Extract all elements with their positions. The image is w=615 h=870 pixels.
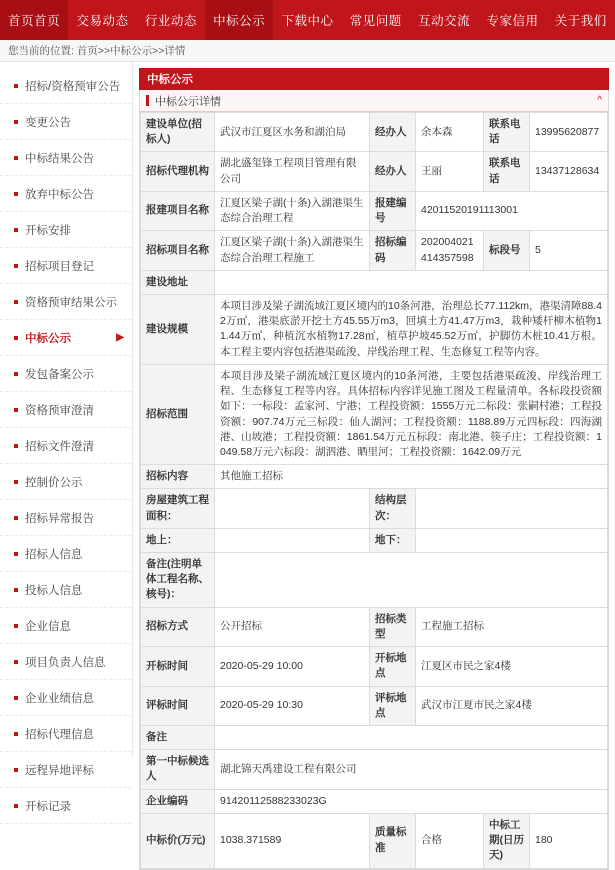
handler-value: 余本森	[416, 113, 484, 152]
sidebar-item-bidder-info[interactable]	[0, 572, 132, 608]
winner-label: 第一中标候选人	[141, 750, 215, 789]
bullet-icon	[14, 444, 18, 448]
agency-value: 湖北盛玺锋工程项目管理有限公司	[215, 152, 370, 191]
bullet-icon	[14, 624, 18, 628]
handler-value-2: 王丽	[416, 152, 484, 191]
open-place-value: 江夏区市民之家4楼	[416, 647, 608, 686]
sidebar-item-label: 招标人信息	[25, 548, 83, 561]
sidebar-item-label: 企业信息	[25, 620, 71, 633]
nav-item-interaction[interactable]	[410, 0, 478, 40]
handler-label: 经办人	[370, 113, 416, 152]
sidebar-item-bid-announcement[interactable]	[0, 320, 132, 356]
table-row	[141, 364, 608, 464]
bullet-icon	[14, 372, 18, 376]
nav-item-industry-news[interactable]	[137, 0, 205, 40]
eval-place-value: 武汉市江夏市民之家4楼	[416, 686, 608, 725]
table-row	[141, 152, 608, 191]
below-ground-label: 地下：	[370, 528, 416, 552]
sidebar-item-prequal-announcement[interactable]	[0, 68, 132, 104]
nav-label: 交易动态	[76, 14, 129, 28]
open-time-label: 开标时间	[141, 647, 215, 686]
sidebar-item-label: 控制价公示	[25, 476, 83, 489]
sidebar-item-label: 中标公示	[25, 332, 71, 345]
sidebar-item-label: 中标结果公告	[25, 152, 94, 165]
bullet-icon	[14, 768, 18, 772]
sidebar-item-label: 招标代理信息	[25, 728, 94, 741]
sidebar-item-abnormal-report[interactable]	[0, 500, 132, 536]
table-row	[141, 607, 608, 646]
bullet-icon	[14, 84, 18, 88]
bid-mode-label: 招标方式	[141, 607, 215, 646]
bullet-icon	[14, 696, 18, 700]
detail-panel	[139, 90, 609, 870]
section-label: 标段号	[484, 231, 530, 270]
duration-value: 180	[530, 813, 608, 868]
address-label: 建设地址	[141, 270, 215, 294]
scale-label: 建设规模	[141, 294, 215, 364]
top-navigation	[0, 0, 615, 40]
remark-value	[215, 726, 608, 750]
table-row	[141, 647, 608, 686]
duration-label: 中标工期(日历天)	[484, 813, 530, 868]
winner-value: 湖北锦天禹建设工程有限公司	[215, 750, 608, 789]
sidebar-item-label: 招标异常报告	[25, 512, 94, 525]
bullet-icon	[14, 588, 18, 592]
agency-label: 招标代理机构	[141, 152, 215, 191]
bid-mode-value: 公开招标	[215, 607, 370, 646]
table-row	[141, 465, 608, 489]
sidebar-item-prequal-clarification[interactable]	[0, 392, 132, 428]
area-label: 房屋建筑工程面积：	[141, 489, 215, 528]
structure-label: 结构层次：	[370, 489, 416, 528]
scope-value: 本项目涉及梁子湖流域江夏区境内的10条河港，主要包括港渠疏浚、岸线治理工程、生态修复工程等内容。具体招标内容详见施工图及工程量清单。各标段投资额如下：一标段：孟家河、宁港；工程投资额：1555万元二标段：张嗣村港；工程投资额：907.74万元三标段：仙人湖河；工程投资额：1188.89万元四标段：四海湖港、山坡港；工程投资额：1861.54万元五标段：南北港、筷子庄；工程投资额：1049.58万元六标段：湖泗港、晒里河；工程投资额：1642.09万元	[215, 364, 608, 464]
bullet-icon	[14, 552, 18, 556]
sidebar-item-label: 发包备案公示	[25, 368, 94, 381]
sidebar-item-label: 招标文件澄清	[25, 440, 94, 453]
report-no-label: 报建编号	[370, 191, 416, 230]
table-row	[141, 489, 608, 528]
sidebar-item-label: 放弃中标公告	[25, 188, 94, 201]
chevron-up-icon[interactable]: ^	[597, 95, 602, 106]
bullet-icon	[14, 516, 18, 520]
report-no-value: 42011520191113001	[416, 191, 608, 230]
sidebar-item-tenderer-info[interactable]	[0, 536, 132, 572]
open-place-label: 开标地点	[370, 647, 416, 686]
remark-unit-label: 备注(注明单体工程名称、核号)：	[141, 553, 215, 608]
table-row	[141, 553, 608, 608]
section-value: 5	[530, 231, 608, 270]
detail-table	[140, 112, 608, 869]
enterprise-code-label: 企业编码	[141, 789, 215, 813]
nav-item-faq[interactable]	[342, 0, 410, 40]
contact-value-2: 13437128634	[530, 152, 608, 191]
breadcrumb-text: 您当前的位置: 首页>>中标公示>>详情	[8, 45, 186, 57]
content-value: 其他施工招标	[215, 465, 608, 489]
nav-item-home[interactable]	[0, 0, 68, 40]
sidebar-item-label: 资格预审结果公示	[25, 296, 117, 309]
nav-item-expert-credit[interactable]	[478, 0, 546, 40]
table-row	[141, 113, 608, 152]
remark-unit-value	[215, 553, 608, 608]
bid-no-label: 招标编码	[370, 231, 416, 270]
address-value	[215, 270, 608, 294]
sidebar-item-abandon-bid[interactable]	[0, 176, 132, 212]
nav-label: 中标公示	[213, 14, 266, 28]
nav-label: 关于我们	[554, 14, 607, 28]
sidebar-item-agency-info[interactable]	[0, 716, 132, 752]
bid-project-label: 招标项目名称	[141, 231, 215, 270]
bid-project-value: 江夏区梁子湖(十条)入湖港渠生态综合治理工程施工	[215, 231, 370, 270]
table-row	[141, 191, 608, 230]
bid-type-value: 工程施工招标	[416, 607, 608, 646]
bullet-icon	[14, 336, 18, 340]
bullet-icon	[14, 120, 18, 124]
sidebar-item-label: 招标项目登记	[25, 260, 94, 273]
unit-label: 建设单位(招标人)	[141, 113, 215, 152]
eval-time-value: 2020-05-29 10:30	[215, 686, 370, 725]
sidebar-item-bid-result[interactable]	[0, 140, 132, 176]
nav-item-download-center[interactable]	[273, 0, 341, 40]
price-label: 中标价(万元)	[141, 813, 215, 868]
contact-label-2: 联系电话	[484, 152, 530, 191]
sidebar-item-label: 投标人信息	[25, 584, 83, 597]
sidebar-item-label: 开标记录	[25, 800, 71, 813]
unit-value: 武汉市江夏区水务和湖泊局	[215, 113, 370, 152]
sidebar-item-label: 招标/资格预审公告	[25, 80, 121, 93]
nav-label: 互动交流	[418, 14, 471, 28]
bullet-icon	[14, 732, 18, 736]
bullet-icon	[14, 408, 18, 412]
sidebar-item-label: 项目负责人信息	[25, 656, 106, 669]
sidebar-item-open-record[interactable]	[0, 788, 132, 824]
sidebar-item-label: 远程异地评标	[25, 764, 94, 777]
bullet-icon	[14, 156, 18, 160]
nav-item-about-us[interactable]	[547, 0, 615, 40]
sidebar	[0, 62, 133, 813]
scale-value: 本项目涉及梁子湖流域江夏区境内的10条河港，治理总长77.112km，港渠清障88.42万㎡，港渠底淤开挖土方45.55万m3，回填土方41.47万m3，栽种矮杆柳木植物11.44万㎡，种植沉水植物17.28㎡，植草护坡45.52万㎡，护脚仿木桩10.41万根。本工程主要内容包括港渠疏浚、岸线治理工程、生态修复工程等内容。	[215, 294, 608, 364]
below-ground-value	[416, 528, 608, 552]
remark-label: 备注	[141, 726, 215, 750]
bullet-icon	[14, 264, 18, 268]
sidebar-item-change-announcement[interactable]	[0, 104, 132, 140]
nav-label: 常见问题	[349, 14, 402, 28]
sidebar-item-label: 企业业绩信息	[25, 692, 94, 705]
sidebar-item-doc-clarification[interactable]	[0, 428, 132, 464]
scope-label: 招标范围	[141, 364, 215, 464]
table-row	[141, 813, 608, 868]
panel-title	[139, 68, 609, 90]
bid-no-value: 202004021414357598	[416, 231, 484, 270]
quality-value: 合格	[416, 813, 484, 868]
page-body	[0, 62, 615, 862]
bid-type-label: 招标类型	[370, 607, 416, 646]
report-project-label: 报建项目名称	[141, 191, 215, 230]
main-content	[133, 62, 615, 862]
eval-time-label: 评标时间	[141, 686, 215, 725]
table-row	[141, 789, 608, 813]
structure-value	[416, 489, 608, 528]
sidebar-item-performance-info[interactable]	[0, 680, 132, 716]
table-row	[141, 528, 608, 552]
sidebar-item-control-price[interactable]	[0, 464, 132, 500]
contact-label: 联系电话	[484, 113, 530, 152]
eval-place-label: 评标地点	[370, 686, 416, 725]
above-ground-value	[215, 528, 370, 552]
nav-label: 首页首页	[8, 14, 61, 28]
section-mark-icon	[146, 95, 149, 106]
above-ground-label: 地上：	[141, 528, 215, 552]
enterprise-code-value: 91420112588233023G	[215, 789, 608, 813]
panel-title-text: 中标公示	[147, 74, 193, 86]
sidebar-item-label: 开标安排	[25, 224, 71, 237]
content-label: 招标内容	[141, 465, 215, 489]
nav-label: 行业动态	[144, 14, 197, 28]
sidebar-item-remote-evaluation[interactable]	[0, 752, 132, 788]
table-row	[141, 750, 608, 789]
bullet-icon	[14, 804, 18, 808]
sidebar-item-label: 变更公告	[25, 116, 71, 129]
chevron-right-icon: ▶	[116, 332, 124, 343]
sidebar-item-enterprise-info[interactable]	[0, 608, 132, 644]
price-value: 1038.371589	[215, 813, 370, 868]
table-row	[141, 231, 608, 270]
quality-label: 质量标准	[370, 813, 416, 868]
table-row	[141, 294, 608, 364]
sidebar-item-contract-filing[interactable]	[0, 356, 132, 392]
table-row	[141, 726, 608, 750]
detail-section-title: 中标公示详情	[155, 95, 221, 108]
area-value	[215, 489, 370, 528]
bullet-icon	[14, 300, 18, 304]
bullet-icon	[14, 480, 18, 484]
sidebar-item-project-register[interactable]	[0, 248, 132, 284]
handler-label-2: 经办人	[370, 152, 416, 191]
report-project-value: 江夏区梁子湖(十条)入湖港渠生态综合治理工程	[215, 191, 370, 230]
bullet-icon	[14, 228, 18, 232]
contact-value: 13995620877	[530, 113, 608, 152]
sidebar-item-open-schedule[interactable]	[0, 212, 132, 248]
table-row	[141, 686, 608, 725]
sidebar-item-project-manager-info[interactable]	[0, 644, 132, 680]
detail-section-header	[140, 90, 608, 112]
sidebar-item-prequal-result[interactable]	[0, 284, 132, 320]
nav-item-trade-news[interactable]	[68, 0, 136, 40]
sidebar-item-label: 资格预审澄清	[25, 404, 94, 417]
nav-label: 专家信用	[486, 14, 539, 28]
table-row	[141, 270, 608, 294]
nav-item-bid-announcement[interactable]	[205, 0, 273, 40]
bullet-icon	[14, 660, 18, 664]
open-time-value: 2020-05-29 10:00	[215, 647, 370, 686]
breadcrumb	[0, 40, 615, 62]
nav-label: 下载中心	[281, 14, 334, 28]
bullet-icon	[14, 192, 18, 196]
